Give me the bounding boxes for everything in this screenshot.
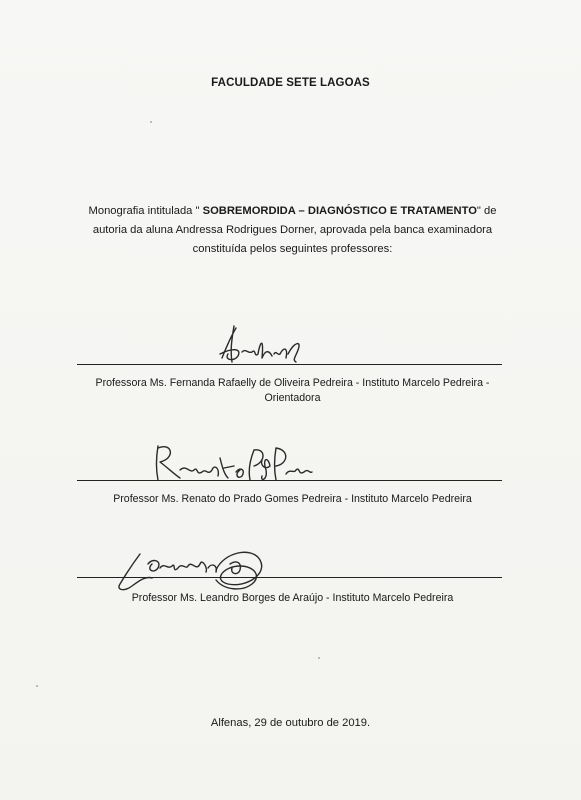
examiner-1-caption xyxy=(60,376,525,406)
examiner-1-role: Orientadora xyxy=(264,392,321,404)
signature-2 xyxy=(150,440,315,485)
place-and-date: Alfenas, 29 de outubro de 2019. xyxy=(210,717,371,729)
monograph-title: SOBREMORDIDA – DIAGNÓSTICO E TRATAMENTO xyxy=(202,205,477,217)
signature-1 xyxy=(212,318,312,368)
examiner-2-name: Professor Ms. Renato do Prado Gomes Pedreira - Instituto Marcelo Pedreira xyxy=(113,493,472,505)
scan-speck xyxy=(150,121,152,123)
examiner-3-caption xyxy=(60,591,525,606)
intro-line-2: autoria da aluna Andressa Rodrigues Dorner, aprovada pela banca examinadora xyxy=(92,224,493,236)
approval-statement xyxy=(60,202,525,259)
examiner-1-name: Professora Ms. Fernanda Rafaelly de Oliveira Pedreira - Instituto Marcelo Pedreira - xyxy=(95,377,490,389)
examiner-2-caption xyxy=(60,492,525,507)
intro-suffix: " de xyxy=(476,205,497,217)
scan-speck xyxy=(318,657,320,659)
signature-line-2 xyxy=(77,480,502,481)
intro-prefix: Monografia intitulada " xyxy=(88,205,203,217)
examiner-3-name: Professor Ms. Leandro Borges de Araújo - Instituto Marcelo Pedreira xyxy=(131,592,454,604)
intro-line-3: constituída pelos seguintes professores: xyxy=(192,243,393,255)
signature-line-3 xyxy=(77,577,502,578)
institution-heading: FACULDADE SETE LAGOAS xyxy=(211,77,370,89)
signature-line-1 xyxy=(77,364,502,365)
scan-speck xyxy=(36,685,38,687)
